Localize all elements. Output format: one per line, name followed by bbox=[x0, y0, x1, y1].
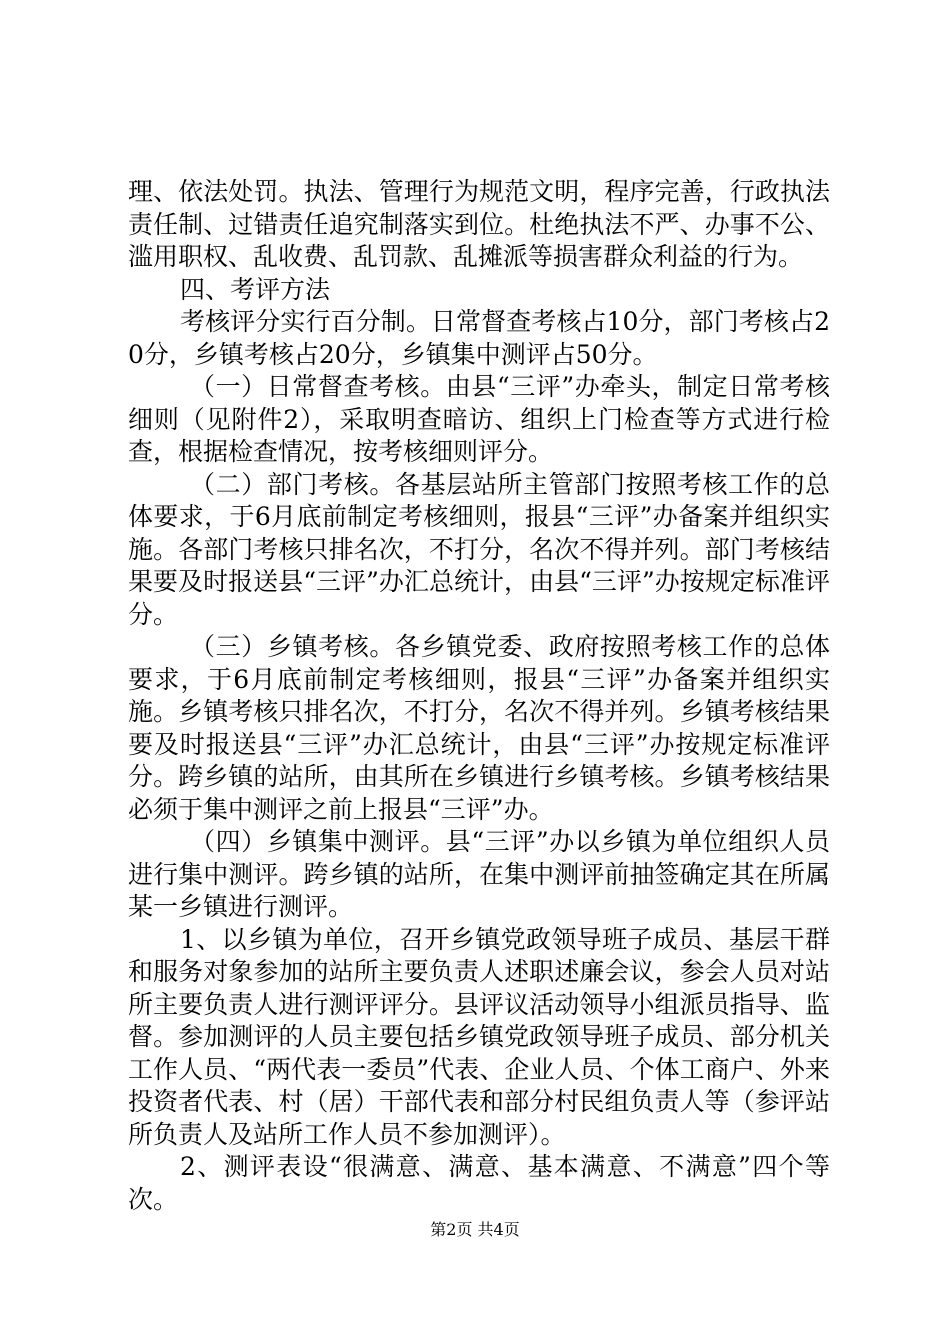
paragraph-township-centralized-evaluation: （四）乡镇集中测评。县“三评”办以乡镇为单位组织人员进行集中测评。跨乡镇的站所，在集中测评前抽签确定其在所属某一乡镇进行测评。 bbox=[128, 827, 830, 921]
paragraph-scoring: 考核评分实行百分制。日常督查考核占10分，部门考核占20分，乡镇考核占20分，乡镇集中测评占50分。 bbox=[128, 307, 830, 369]
paragraph-township-assessment: （三）乡镇考核。各乡镇党委、政府按照考核工作的总体要求，于6月底前制定考核细则，报县“三评”办备案并组织实施。乡镇考核只排名次，不打分，名次不得并列。乡镇考核结果要及时报送县“三评”办汇总统计，由县“三评”办按规定标准评分。跨乡镇的站所，由其所在乡镇进行乡镇考核。乡镇考核结果必须于集中测评之前上报县“三评”办。 bbox=[128, 632, 830, 824]
page-number-footer: 第2页 共4页 bbox=[430, 1220, 520, 1239]
document-body bbox=[128, 176, 830, 1216]
paragraph-item-1: 1、以乡镇为单位，召开乡镇党政领导班子成员、基层干群和服务对象参加的站所主要负责人述职述廉会议，参会人员对站所主要负责人进行测评评分。县评议活动领导小组派员指导、监督。参加测评的人员主要包括乡镇党政领导班子成员、部分机关工作人员、“两代表一委员”代表、企业人员、个体工商户、外来投资者代表、村（居）干部代表和部分村民组负责人等（参评站所负责人及站所工作人员不参加测评）。 bbox=[128, 924, 830, 1149]
paragraph-item-2: 2、测评表设“很满意、满意、基本满意、不满意”四个等次。 bbox=[128, 1152, 830, 1214]
paragraph-daily-inspection: （一）日常督查考核。由县“三评”办牵头，制定日常考核细则（见附件2），采取明查暗访、组织上门检查等方式进行检查，根据检查情况，按考核细则评分。 bbox=[128, 372, 830, 466]
section-heading-evaluation-method: 四、考评方法 bbox=[180, 274, 331, 304]
paragraph-continued: 理、依法处罚。执法、管理行为规范文明，程序完善，行政执法责任制、过错责任追究制落实到位。杜绝执法不严、办事不公、滥用职权、乱收费、乱罚款、乱摊派等损害群众利益的行为。 bbox=[128, 177, 830, 271]
paragraph-department-assessment: （二）部门考核。各基层站所主管部门按照考核工作的总体要求，于6月底前制定考核细则，报县“三评”办备案并组织实施。各部门考核只排名次，不打分，名次不得并列。部门考核结果要及时报送县“三评”办汇总统计，由县“三评”办按规定标准评分。 bbox=[128, 469, 830, 629]
